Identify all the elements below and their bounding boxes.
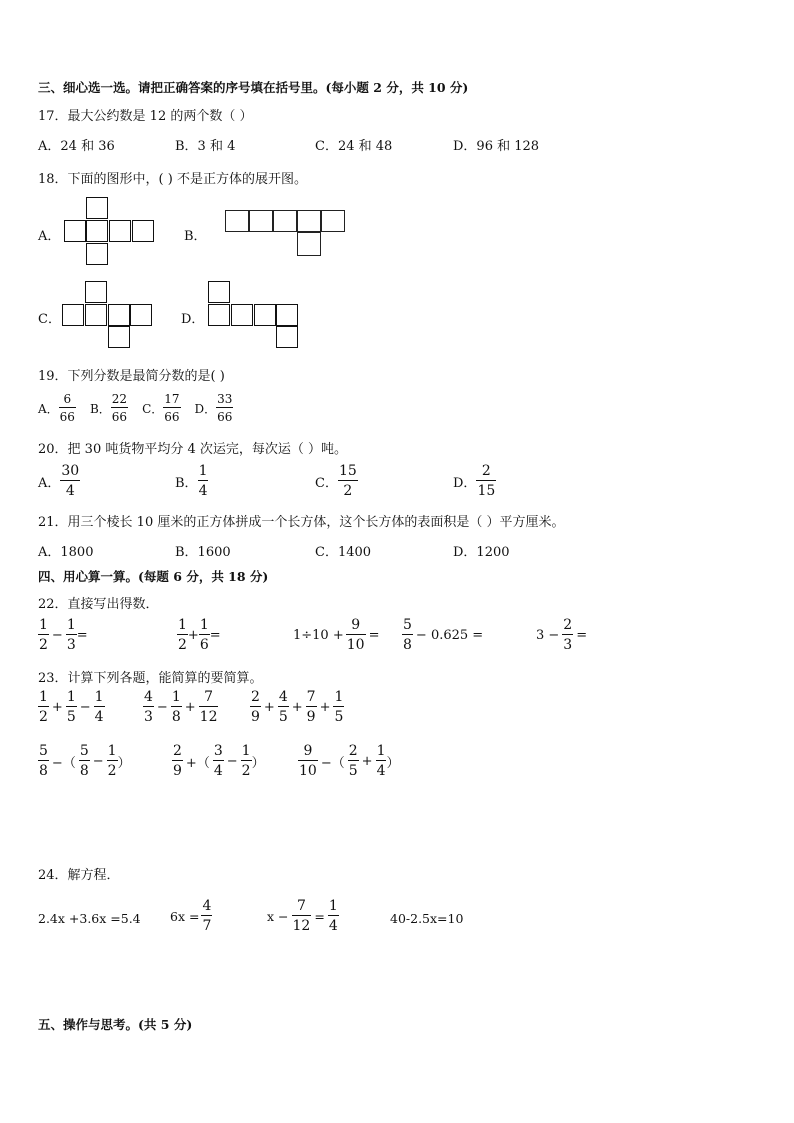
q21-option-d: D．1200 [453, 545, 510, 560]
q23-stem: 23．计算下列各题，能简算的要简算。 [38, 671, 263, 686]
q23-item-3: $\frac{2}{9}$ + $\frac{4}{5}$ + $\frac{7}{9}$ + $\frac{1}{5}$ [251, 689, 344, 725]
q19-c-fraction: $\frac{17}{66}$ [164, 392, 180, 424]
q19-a-fraction: $\frac{6}{66}$ [59, 392, 75, 424]
q20-option-c: C． $\frac{15}{2}$ [315, 463, 357, 499]
q17-option-b: B．3 和 4 [175, 139, 236, 154]
q22-item-2: $\frac{1}{2}$ + $\frac{1}{6}$ = [178, 617, 221, 653]
q23-item-1: $\frac{1}{2}$ + $\frac{1}{5}$ − $\frac{1}{4}$ [39, 689, 104, 725]
q20-option-d: D． $\frac{2}{15}$ [453, 463, 496, 499]
q22-item-5: 3 − $\frac{2}{3}$ = [536, 617, 588, 653]
q23-item-5: $\frac{2}{9}$ +（ $\frac{3}{4}$ − $\frac{1}{2}$ ） [173, 743, 265, 779]
q18-label-c: C． [38, 312, 61, 327]
q24-equation-3: x − $\frac{7}{12}$ = $\frac{1}{4}$ [267, 898, 338, 934]
q18-label-d: D． [181, 312, 205, 327]
q23-item-4: $\frac{5}{8}$ −（ $\frac{5}{8}$ − $\frac{1}{2}$ ） [39, 743, 131, 779]
q22-stem: 22．直接写出得数． [38, 597, 159, 612]
q20-option-b: B． $\frac{1}{4}$ [175, 463, 208, 499]
q19-options [38, 393, 233, 423]
q19-a-label: A． [38, 401, 59, 416]
q21-stem: 21．用三个棱长 10 厘米的正方体拼成一个长方体，这个长方体的表面积是（ ）平方厘米。 [38, 515, 565, 530]
q18-label-a: A． [38, 229, 61, 244]
q20-d-fraction: $\frac{2}{15}$ [477, 463, 496, 499]
q17-option-a: A．24 和 36 [38, 139, 115, 154]
q21-option-b: B．1600 [175, 545, 231, 560]
q17-option-d: D．96 和 128 [453, 139, 540, 154]
q18-label-b: B． [184, 229, 207, 244]
q19-d-label: D． [194, 401, 217, 416]
q19-b-fraction: $\frac{22}{66}$ [111, 392, 128, 424]
q17-option-c: C．24 和 48 [315, 139, 393, 154]
section-4-title: 四、用心算一算。(每题 6 分，共 18 分) [38, 569, 269, 584]
q20-stem: 20．把 30 吨货物平均分 4 次运完，每次运（ ）吨。 [38, 442, 348, 457]
q22-item-4: $\frac{5}{8}$ − 0.625 = [403, 617, 484, 653]
q18-stem: 18．下面的图形中，( ) 不是正方体的展开图。 [38, 172, 307, 187]
q24-equation-2: 6x = $\frac{4}{7}$ [170, 898, 212, 934]
q20-c-fraction: $\frac{15}{2}$ [338, 463, 357, 499]
q24-stem: 24．解方程． [38, 868, 120, 883]
section-3-title: 三、细心选一选。请把正确答案的序号填在括号里。(每小题 2 分，共 10 分) [38, 80, 469, 95]
q21-option-a: A．1800 [38, 545, 94, 560]
q21-option-c: C．1400 [315, 545, 372, 560]
q19-d-fraction: $\frac{33}{66}$ [217, 392, 233, 424]
section-5-title: 五、操作与思考。(共 5 分) [38, 1017, 193, 1032]
q20-a-fraction: $\frac{30}{4}$ [61, 463, 80, 499]
q22-item-1: $\frac{1}{2}$ − $\frac{1}{3}$ = [39, 617, 88, 653]
q22-item-3: 1÷10 + $\frac{9}{10}$ = [293, 617, 380, 653]
q19-c-label: C． [142, 401, 164, 416]
q19-stem: 19．下列分数是最简分数的是( ) [38, 369, 225, 384]
q20-option-a: A． $\frac{30}{4}$ [38, 463, 80, 499]
q20-b-fraction: $\frac{1}{4}$ [198, 463, 208, 499]
q23-item-6: $\frac{9}{10}$ −（ $\frac{2}{5}$ + $\frac{1}{4}$ ） [299, 743, 400, 779]
q23-item-2: $\frac{4}{3}$ − $\frac{1}{8}$ + $\frac{7}{12}$ [144, 689, 218, 725]
q24-equation-4: 40-2.5x=10 [390, 911, 464, 926]
q17-stem: 17．最大公约数是 12 的两个数（ ） [38, 109, 253, 124]
q24-equation-1: 2.4x +3.6x =5.4 [38, 911, 141, 926]
q19-b-label: B． [89, 401, 111, 416]
